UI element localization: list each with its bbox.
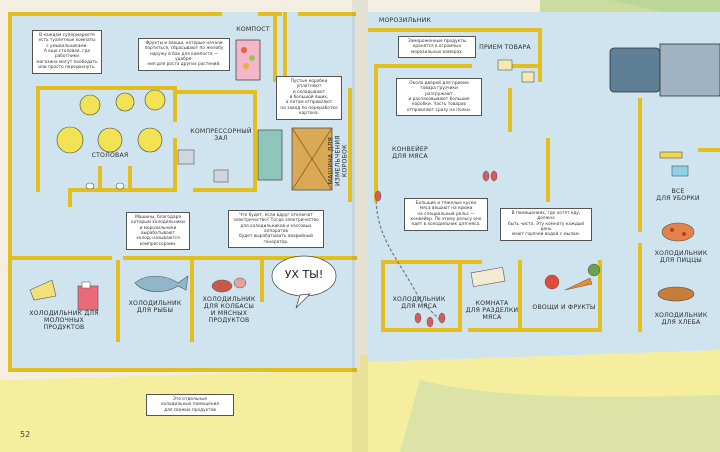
note-meat-hooks: Большие и тяжелые куски мяса вешают на крюки на специальный рельс — конвейер. По этому рельсу оно едет в холодильник для мяса. (404, 198, 488, 231)
room-label-cafeteria: СТОЛОВАЯ (91, 152, 129, 159)
room-label-compressor-hall: КОМПРЕССОРНЫЙ ЗАЛ (190, 128, 252, 143)
pizza (662, 223, 694, 241)
note-compressors: Машины, благодаря которым холодильники и морозильники вырабатывают холод, называются компрессорами. (126, 212, 190, 250)
note-staff-rooms: В каждом супермаркете есть туалетные комнаты с умывальниками. А еще столовая, где работники магазина могут пообедать или просто передохнуть. (32, 30, 102, 74)
room-label-bread-fridge: ХОЛОДИЛЬНИК ДЛЯ ХЛЕБА (654, 312, 708, 327)
room-label-cleaning: ВСЕ ДЛЯ УБОРКИ (656, 188, 700, 203)
note-compost: Фрукты и овощи, которые начали портиться, сбрасывают по желобу наружу в бак для компоста — удобре- ния для роста других растений. (138, 38, 230, 71)
room-label-sausage-fridge: ХОЛОДИЛЬНИК ДЛЯ КОЛБАСЫ И МЯСНЫХ ПРОДУКТОВ (202, 296, 256, 325)
room-label-meat-conveyor: КОНВЕЙЕР ДЛЯ МЯСА (392, 146, 428, 161)
room-label-freezer: МОРОЗИЛЬНИК (378, 17, 432, 24)
milk-cartons (78, 282, 98, 310)
room-label-dairy-fridge: ХОЛОДИЛЬНИК ДЛЯ МОЛОЧНЫХ ПРОДУКТОВ (29, 310, 99, 332)
note-cold-rooms: Это отдельные холодильные помещения для свежих продуктов (146, 394, 234, 416)
truck (610, 44, 720, 96)
room-label-meat-cutting: КОМНАТА ДЛЯ РАЗДЕЛКИ МЯСА (465, 300, 519, 322)
room-label-pizza-fridge: ХОЛОДИЛЬНИК ДЛЯ ПИЦЦЫ (654, 250, 708, 265)
room-label-fish-fridge: ХОЛОДИЛЬНИК ДЛЯ РЫБЫ (128, 300, 182, 315)
note-fruit-room: В помещениях, где хотят еду, должно быть чисто. Эту комнату каждый день моют горячей водой с мылом. (500, 208, 592, 241)
page-number: 52 (20, 430, 31, 439)
speech-bubble-text: УХ ТЫ! (284, 268, 324, 281)
room-label-goods-receiving: ПРИЕМ ТОВАРА (479, 44, 531, 51)
note-generator: Что будет, если вдруг отключат электричество? Тогда электричество для холодильников и кассовых аппаратов будет вырабатывать аварийный генератор. (228, 210, 324, 248)
room-label-box-machine: МАШИНА ДЛЯ ИЗМЕЛЬЧЕНИЯ КОРОБОК (327, 135, 349, 187)
generator (258, 130, 282, 180)
note-frozen: Замороженные продукты хранятся в огромных морозильных камерах. (398, 36, 476, 58)
room-label-compost: КОМПОСТ (236, 26, 270, 33)
note-boxes: Пустые коробки уплотняют и складывают в большой ящик, а потом отправляют на завод по переработке картона. (276, 76, 342, 120)
compost-bin (236, 40, 260, 80)
note-receiving: Около дверей для приема товара грузчики разгружают и распаковывают большие коробки. Часть товаров отправляют сразу на полки. (396, 78, 482, 116)
room-label-fruit-veg: ОВОЩИ И ФРУКТЫ (532, 304, 596, 311)
box-crusher (292, 128, 332, 190)
bread (658, 287, 694, 301)
room-label-meat-fridge: ХОЛОДИЛЬНИК ДЛЯ МЯСА (392, 296, 446, 311)
